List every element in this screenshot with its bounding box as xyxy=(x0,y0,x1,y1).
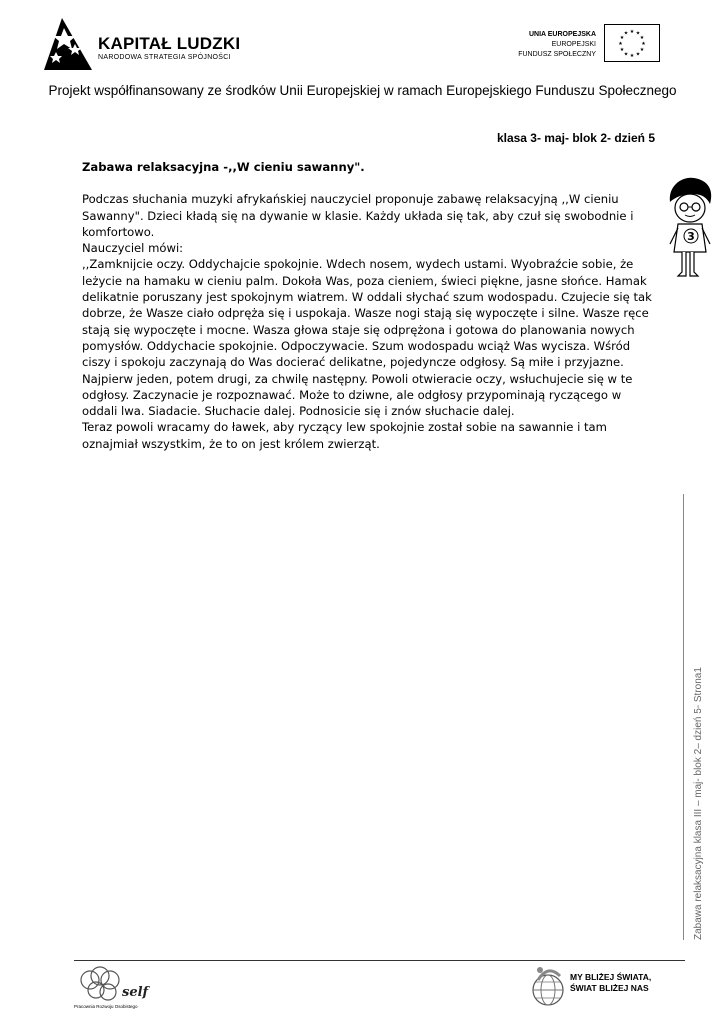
self-caption: Pracownia Rozwoju Osobistego xyxy=(74,1004,138,1009)
logo-title: KAPITAŁ LUDZKI xyxy=(98,34,241,53)
day-marker: klasa 3- maj- blok 2- dzień 5 xyxy=(496,131,655,145)
child-mascot-icon xyxy=(664,176,716,280)
paragraph-teacher-says: Nauczyciel mówi: xyxy=(82,241,184,256)
eu-line-2: EUROPEJSKI xyxy=(551,41,596,48)
eu-line-3: FUNDUSZ SPOŁECZNY xyxy=(518,51,596,58)
paragraph-intro: Podczas słuchania muzyki afrykańskiej nauczyciel proponuje zabawę relaksacyjną ,,W cieniu Sawanny". Dzieci kładą się na dywanie w klasie. Każdy układa się tak, aby czuł się swobodnie i komfortowo. xyxy=(82,192,634,239)
eu-line-1: UNIA EUROPEJSKA xyxy=(528,31,596,38)
self-logo-text: self xyxy=(122,985,149,1000)
svg-text:★: ★ xyxy=(629,53,635,59)
globe-people-icon xyxy=(530,962,566,1008)
my-blizej-swiata-text xyxy=(570,972,651,994)
logo-subtitle: NARODOWA STRATEGIA SPÓJNOŚCI xyxy=(98,54,231,61)
svg-text:★: ★ xyxy=(623,30,629,37)
side-divider xyxy=(683,494,684,940)
document-body xyxy=(82,159,657,452)
kapital-ludzki-logo-icon xyxy=(42,14,94,72)
side-footer-text: Zabawa relaksacyjna klasa III – maj- blok 2– dzień 5- Strona1 xyxy=(693,667,704,940)
svg-text:★: ★ xyxy=(619,35,625,41)
project-cofinancing-line: Projekt współfinansowany ze środków Unii Europejskiej w ramach Europejskiego Funduszu Społecznego xyxy=(48,83,677,98)
svg-text:★: ★ xyxy=(629,29,635,35)
mascot-number: 3 xyxy=(687,230,695,243)
paragraph-script: ,,Zamknijcie oczy. Oddychajcie spokojnie. Wdech nosem, wydech ustami. Wyobraźcie sobie, że leżycie na hamaku w cieniu palm. Dokoła Was, poza cieniem, świeci piękne, jasne słońce. Hamak delikatnie poruszany jest spokojnym wiatrem. W oddali słychać szum wodospadu. Czujecie się tak dobrze, że Wasze ciało odpręża się i uspokaja. Wasze nogi stają się wypoczęte i silne. Wasze ręce stają się wypoczęte i mocne. Wasza głowa staje się odprężona i gotowa do planowania nowych pomysłów. Oddychacie spokojnie. Odpoczywacie. Szum wodospadu wciąż Was wycisza. Wśród ciszy i spokoju zaczynają do Was docierać delikatne, pojedyncze odgłosy. Są miłe i przyjazne. Najpierw jeden, potem drugi, za chwilę następny. Powoli otwieracie oczy, wsłuchujecie się w te odgłosy. Zaczynacie je rozpoznawać. Może to dziwne, ale odgłosy przypominają ryczącego w oddali lwa. Siadacie. Słuchacie dalej. Podnosicie się i znów słuchacie dalej. xyxy=(82,257,652,419)
svg-text:★: ★ xyxy=(635,51,641,58)
svg-text:★: ★ xyxy=(618,41,623,47)
mbs-line-2: ŚWIAT BLIŻEJ NAS xyxy=(570,983,649,993)
svg-text:★: ★ xyxy=(641,41,646,47)
eu-flag-icon xyxy=(604,24,660,62)
eu-fund-text xyxy=(470,30,596,60)
self-logo-icon xyxy=(76,962,156,1018)
svg-text:★: ★ xyxy=(623,51,629,58)
paragraph-closing: Teraz powoli wracamy do ławek, aby ryczący lew spokojnie został sobie na sawannie i tam oznajmiał wszystkim, że to on jest królem zwierząt. xyxy=(82,420,607,451)
svg-text:★: ★ xyxy=(635,30,641,37)
mbs-line-1: MY BLIŻEJ ŚWIATA, xyxy=(570,972,652,982)
svg-text:★: ★ xyxy=(639,47,645,53)
svg-text:★: ★ xyxy=(639,35,645,41)
footer-divider xyxy=(74,960,685,961)
svg-text:★: ★ xyxy=(619,47,625,53)
document-title: Zabawa relaksacyjna -,,W cieniu sawanny". xyxy=(82,160,365,174)
